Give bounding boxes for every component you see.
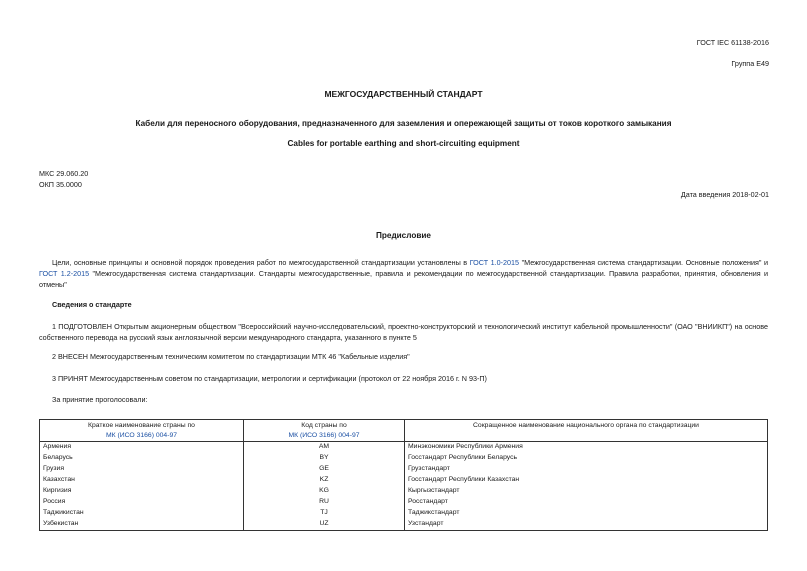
code-cell: RU [244, 497, 405, 508]
country-cell: Грузия [40, 464, 244, 475]
body-cell: Таджикстандарт [405, 508, 768, 519]
table-row [40, 519, 768, 531]
table-row [40, 486, 768, 497]
table-row [40, 442, 768, 454]
code-cell: KZ [244, 475, 405, 486]
country-cell: Россия [40, 497, 244, 508]
page-heading: МЕЖГОСУДАРСТВЕННЫЙ СТАНДАРТ [324, 89, 483, 99]
item-3: 3 ПРИНЯТ Межгосударственным советом по стандартизации, метрологии и сертификации (протокол от 22 ноября 2016 г. N 93-П) [52, 374, 487, 383]
voting-table [39, 419, 768, 531]
country-cell: Беларусь [40, 453, 244, 464]
gost-1-2-link[interactable]: ГОСТ 1.2-2015 [39, 269, 90, 278]
code-cell: GE [244, 464, 405, 475]
item-2: 2 ВНЕСЕН Межгосударственным техническим комитетом по стандартизации МТК 46 "Кабельные изделия" [52, 352, 410, 361]
group-label: Группа E49 [731, 59, 769, 68]
table-row [40, 475, 768, 486]
code-cell: KG [244, 486, 405, 497]
foreword-paragraph [39, 257, 768, 290]
title-en: Cables for portable earthing and short-circuiting equipment [287, 139, 520, 148]
body-cell: Узстандарт [405, 519, 768, 531]
p1-text-a: Цели, основные принципы и основной порядок проведения работ по межгосударственной стандартизации установлены в [52, 258, 470, 267]
body-cell: Грузстандарт [405, 464, 768, 475]
table-row [40, 508, 768, 519]
header-code [244, 420, 405, 442]
country-cell: Казахстан [40, 475, 244, 486]
body-cell: Росстандарт [405, 497, 768, 508]
header-country [40, 420, 244, 442]
country-cell: Таджикистан [40, 508, 244, 519]
country-cell: Узбекистан [40, 519, 244, 531]
table-row [40, 464, 768, 475]
body-cell: Минэкономики Республики Армения [405, 442, 768, 454]
body-cell: Госстандарт Республики Беларусь [405, 453, 768, 464]
info-title: Сведения о стандарте [52, 300, 132, 309]
body-cell: Кыргызстандарт [405, 486, 768, 497]
mks-code: МКС 29.060.20 [39, 169, 89, 178]
intro-date: Дата введения 2018-02-01 [680, 190, 769, 199]
code-cell: TJ [244, 508, 405, 519]
p1-text-c: "Межгосударственная система стандартизации. Стандарты межгосударственные, правила и рекомендации по межгосударственной стандартизации. Правила разработки, принятия, обновления и отмены" [39, 269, 768, 289]
code-cell: BY [244, 453, 405, 464]
table-row [40, 453, 768, 464]
table-row [40, 497, 768, 508]
title-ru: Кабели для переносного оборудования, предназначенного для заземления и опережающей защиты от токов короткого замыкания [135, 119, 672, 128]
mk-iso-link-1[interactable]: МК (ИСО 3166) 004-97 [105, 432, 178, 439]
mk-iso-link-2[interactable]: МК (ИСО 3166) 004-97 [288, 432, 360, 439]
table-header-row [40, 420, 768, 442]
body-cell: Госстандарт Республики Казахстан [405, 475, 768, 486]
code-cell: AM [244, 442, 405, 454]
gost-1-0-link[interactable]: ГОСТ 1.0-2015 [469, 258, 520, 267]
voted-label: За принятие проголосовали: [52, 395, 148, 404]
foreword-title: Предисловие [376, 231, 431, 240]
standard-code: ГОСТ IEC 61138-2016 [696, 38, 769, 47]
code-cell: UZ [244, 519, 405, 531]
header-body: Сокращенное наименование национального органа по стандартизации [405, 420, 768, 442]
country-cell: Армения [40, 442, 244, 454]
p1-text-b: "Межгосударственная система стандартизации. Основные положения" и [519, 258, 768, 267]
country-cell: Киргизия [40, 486, 244, 497]
item-1: 1 ПОДГОТОВЛЕН Открытым акционерным обществом "Всероссийский научно-исследовательский, проектно-конструкторский и технологический институт кабельной промышленности" (ОАО "ВНИИКП") на основе собственного перевода на русский язык англоязычной версии международного стандарта, указанного в пункте 5 [39, 322, 768, 342]
header-code-text: Код страны по [301, 422, 347, 429]
okp-code: ОКП 35.0000 [39, 180, 82, 189]
header-country-text: Краткое наименование страны по [88, 422, 195, 429]
